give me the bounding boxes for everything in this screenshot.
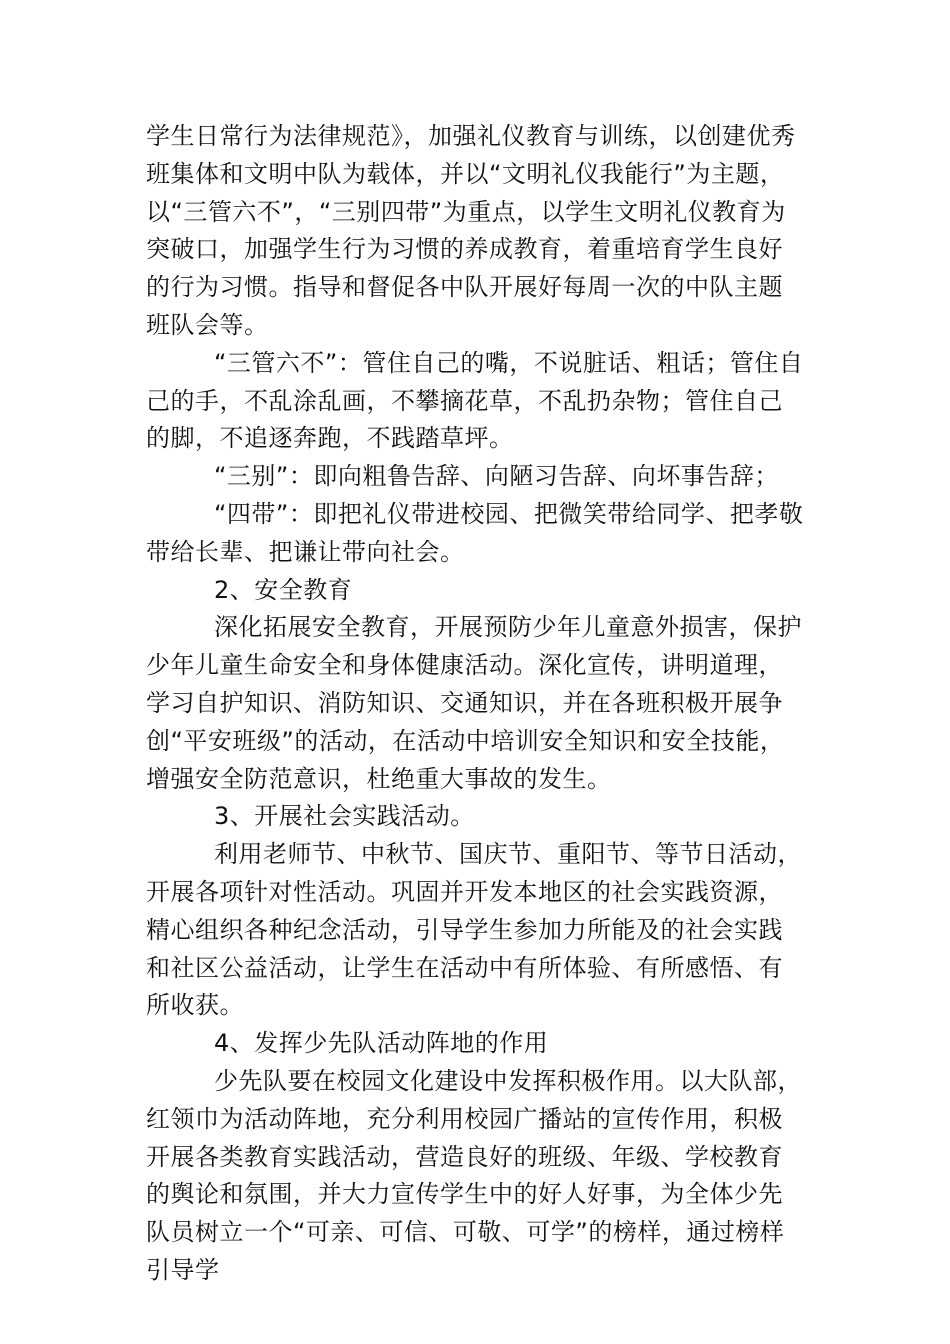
section-heading-4: 4、发挥少先队活动阵地的作用 — [214, 1029, 549, 1058]
paragraph-1: 学生日常行为法律规范》，加强礼仪教育与训练，以创建优秀班集体和文明中队为载体，并以“文明礼仪我能行”为主题，以“三管六不”，“三别四带”为重点，以学生文明礼仪教育为突破口，加强学生行为习惯的养成教育，着重培育学生良好的行为习惯。指导和督促各中队开展好每周一次的中队主题班队会等。 — [146, 122, 796, 339]
paragraph-8: 利用老师节、中秋节、国庆节、重阳节、等节日活动，开展各项针对性活动。巩固并开发本地区的社会实践资源，精心组织各种纪念活动，引导学生参加力所能及的社会实践和社区公益活动，让学生在活动中有所体验、有所感悟、有所收获。 — [146, 840, 802, 1020]
section-heading-2: 2、安全教育 — [214, 575, 353, 604]
document-body — [146, 118, 806, 1290]
paragraph-10: 少先队要在校园文化建设中发挥积极作用。以大队部，红领巾为活动阵地，充分利用校园广播站的宣传作用，积极开展各类教育实践活动，营造良好的班级、年级、学校教育的舆论和氛围，并大力宣传学生中的好人好事，为全体少先队员树立一个“可亲、可信、可敬、可学”的榜样，通过榜样引导学 — [146, 1066, 802, 1284]
paragraph-4: “四带”：即把礼仪带进校园、把微笑带给同学、把孝敬带给长辈、把谦让带向社会。 — [146, 499, 804, 566]
section-heading-3: 3、开展社会实践活动。 — [214, 802, 475, 831]
paragraph-2: “三管六不”：管住自己的嘴，不说脏话、粗话；管住自己的手，不乱涂乱画，不攀摘花草，不乱扔杂物；管住自己的脚，不追逐奔跑，不践踏草坪。 — [146, 348, 804, 453]
paragraph-3: “三别”：即向粗鲁告辞、向陋习告辞、向坏事告辞； — [214, 462, 779, 491]
paragraph-6: 深化拓展安全教育，开展预防少年儿童意外损害，保护少年儿童生命安全和身体健康活动。深化宣传，讲明道理，学习自护知识、消防知识、交通知识，并在各班积极开展争创“平安班级”的活动，在活动中培训安全知识和安全技能，增强安全防范意识，杜绝重大事故的发生。 — [146, 613, 802, 793]
